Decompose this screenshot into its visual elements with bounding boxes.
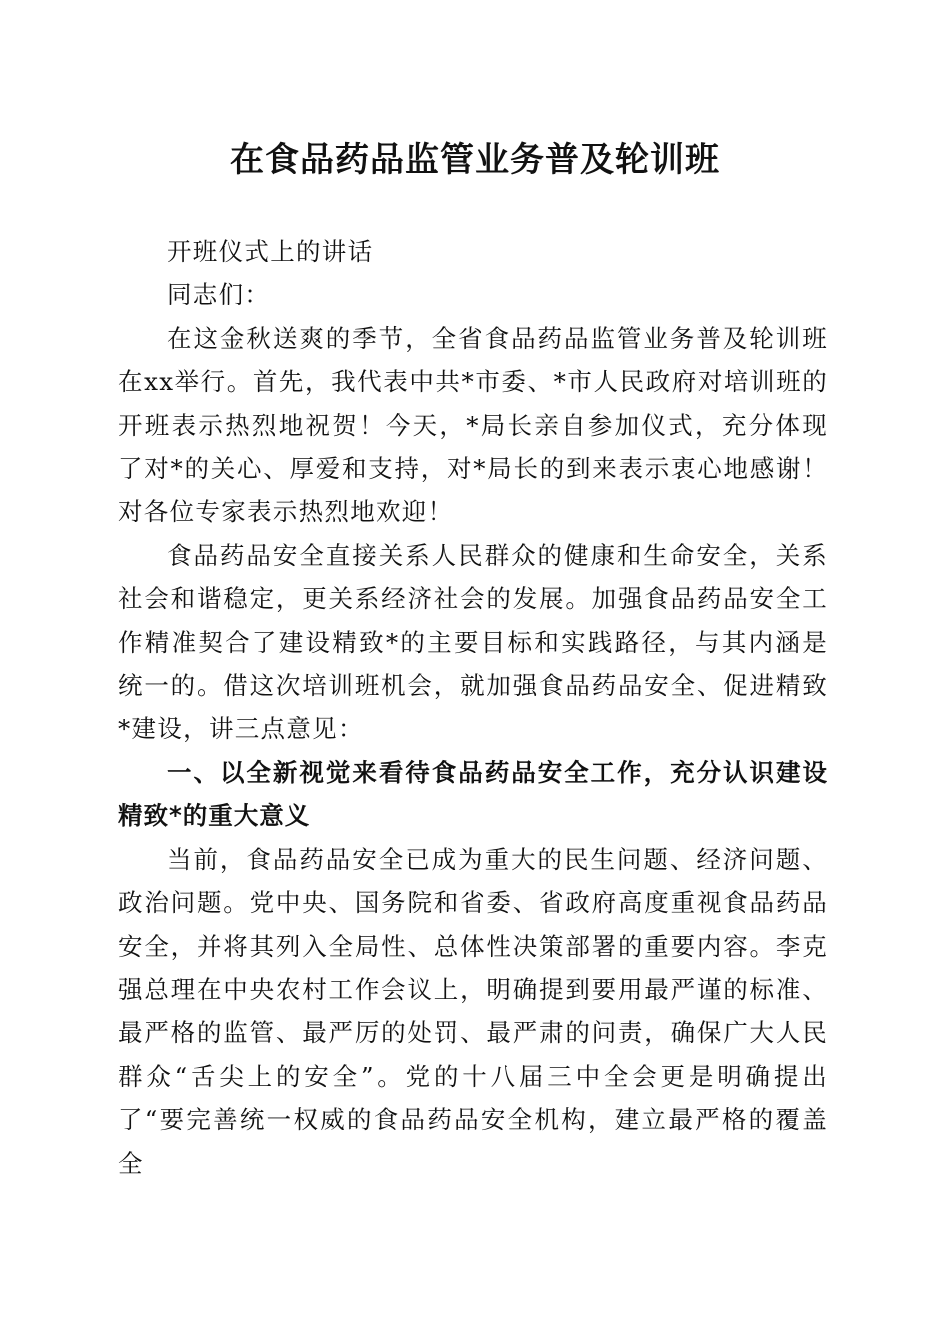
section-heading-1: 一、以全新视觉来看待食品药品安全工作，充分认识建设精致*的重大意义 — [118, 757, 828, 831]
document-title: 在食品药品监管业务普及轮训班 — [230, 140, 720, 180]
intro-paragraph: 食品药品安全直接关系人民群众的健康和生命安全，关系社会和谐稳定，更关系经济社会的发展。加强食品药品安全工作精准契合了建设精致*的主要目标和实践路径，与其内涵是统一的。借这次培训班机会，就加强食品药品安全、促进精致*建设，讲三点意见： — [118, 540, 828, 744]
salutation-paragraph: 同志们： — [167, 280, 271, 310]
opening-paragraph: 在这金秋送爽的季节，全省食品药品监管业务普及轮训班在xx举行。首先，我代表中共*市委、*市人民政府对培训班的开班表示热烈地祝贺！今天，*局长亲自参加仪式，充分体现了对*的关心、厚爱和支持，对*局长的到来表示衷心地感谢！对各位专家表示热烈地欢迎！ — [118, 323, 828, 527]
subtitle-paragraph: 开班仪式上的讲话 — [167, 237, 374, 266]
section-1-paragraph: 当前，食品药品安全已成为重大的民生问题、经济问题、政治问题。党中央、国务院和省委、省政府高度重视食品药品安全，并将其列入全局性、总体性决策部署的重要内容。李克强总理在中央农村工作会议上，明确提到要用最严谨的标准、最严格的监管、最严厉的处罚、最严肃的问责，确保广大人民群众“舌尖上的安全”。党的十八届三中全会更是明确提出了“要完善统一权威的食品药品安全机构，建立最严格的覆盖全 — [118, 844, 828, 1178]
document-body — [118, 230, 828, 1185]
